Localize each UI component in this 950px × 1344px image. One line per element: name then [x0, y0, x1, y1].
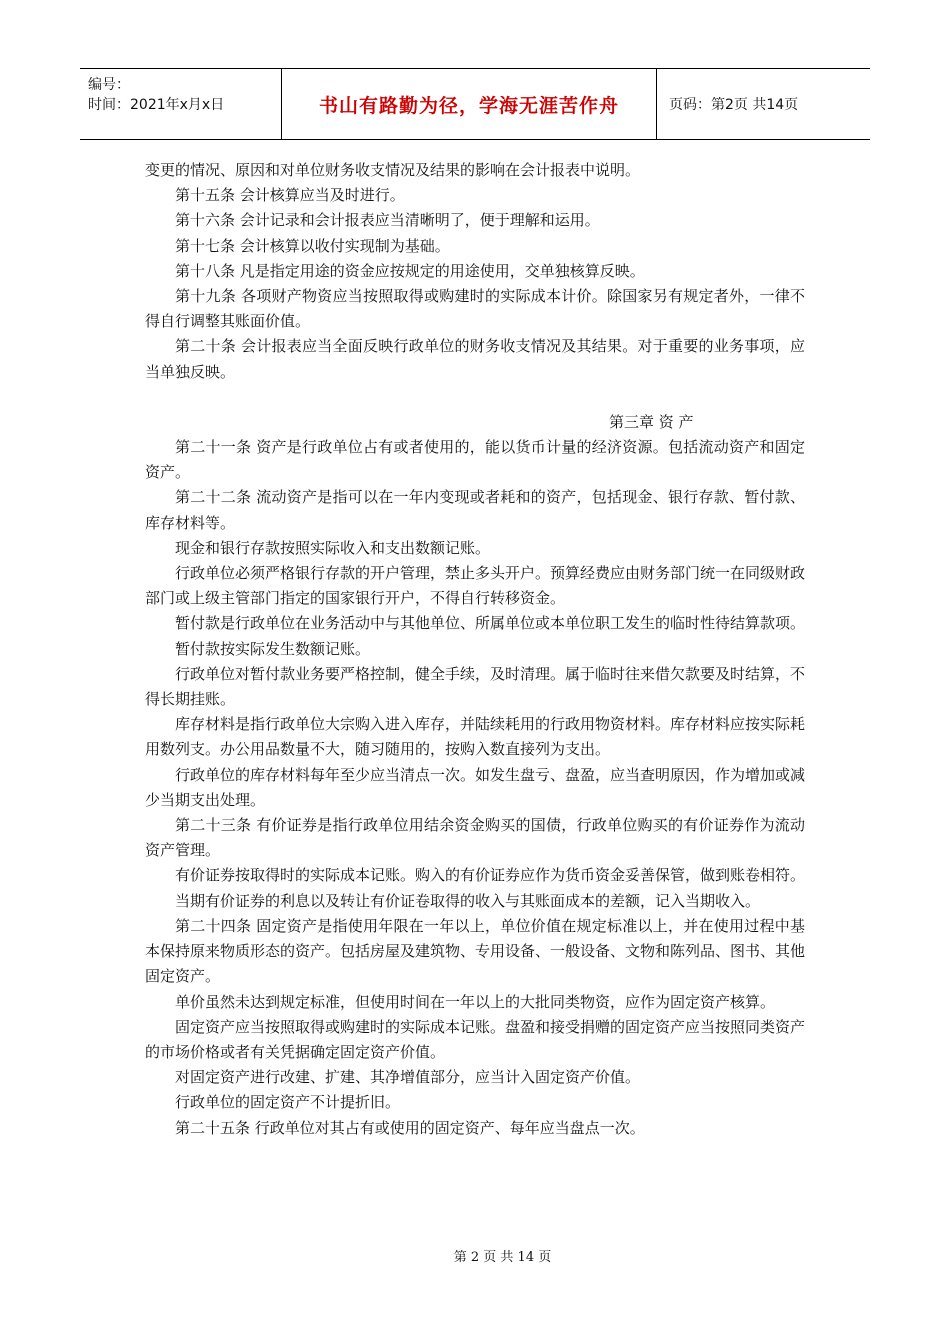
- document-body: [145, 158, 805, 1141]
- paragraph: 第十七条 会计核算以收付实现制为基础。: [175, 236, 450, 255]
- paragraph: 第二十二条 流动资产是指可以在一年内变现或者耗和的资产，包括现金、银行存款、暂付款、库存材料等。: [145, 488, 805, 532]
- chapter-heading: 第三章 资 产: [609, 412, 694, 431]
- paragraph: 第二十五条 行政单位对其占有或使用的固定资产、每年应当盘点一次。: [175, 1118, 645, 1137]
- paragraph: 固定资产应当按照取得或购建时的实际成本记账。盘盈和接受捐赠的固定资产应当按照同类资产的市场价格或者有关凭据确定固定资产价值。: [145, 1017, 806, 1061]
- motto: 书山有路勤为径，学海无涯苦作舟: [282, 69, 657, 139]
- paragraph: 行政单位的固定资产不计提折旧。: [175, 1093, 401, 1112]
- paragraph: 第二十三条 有价证券是指行政单位用结余资金购买的国债，行政单位购买的有价证券作为流动资产管理。: [145, 816, 805, 860]
- paragraph: 变更的情况、原因和对单位财务收支情况及结果的影响在会计报表中说明。: [145, 161, 641, 179]
- paragraph: 单价虽然未达到规定标准，但使用时间在一年以上的大批同类物资，应作为固定资产核算。: [175, 992, 776, 1011]
- paragraph: 第十八条 凡是指定用途的资金应按规定的用途使用，交单独核算反映。: [175, 261, 645, 280]
- paragraph: 第十六条 会计记录和会计报表应当清晰明了，便于理解和运用。: [175, 211, 600, 230]
- date-label: 时间：2021年x月x日: [88, 97, 225, 113]
- paragraph: 暂付款按实际发生数额记账。: [175, 639, 371, 658]
- header-page-label: 页码：第2页 共14页: [669, 97, 799, 113]
- paragraph: 第十五条 会计核算应当及时进行。: [175, 186, 405, 205]
- paragraph: 第二十条 会计报表应当全面反映行政单位的财务收支情况及其结果。对于重要的业务事项，应当单独反映。: [145, 337, 805, 381]
- paragraph: 行政单位对暂付款业务要严格控制，健全手续，及时清理。属于临时往来借欠款要及时结算，不得长期挂账。: [145, 664, 806, 709]
- code-label: 编号：: [88, 77, 130, 93]
- paragraph: 当期有价证券的利息以及转让有价证卷取得的收入与其账面成本的差额，记入当期收入。: [175, 891, 761, 910]
- paragraph: 第二十一条 资产是行政单位占有或者使用的，能以货币计量的经济资源。包括流动资产和固定资产。: [145, 438, 805, 482]
- paragraph: 现金和银行存款按照实际收入和支出数额记账。: [175, 538, 491, 557]
- paragraph: 第二十四条 固定资产是指使用年限在一年以上，单位价值在规定标准以上，并在使用过程中基本保持原来物质形态的资产。包括房屋及建筑物、专用设备、一般设备、文物和陈列品、图书、其他固定资产。: [145, 916, 806, 986]
- header-info-cell: [80, 69, 282, 139]
- paragraph: 第十九条 各项财产物资应当按照取得或购建时的实际成本计价。除国家另有规定者外，一律不得自行调整其账面价值。: [145, 287, 805, 331]
- paragraph: 有价证券按取得时的实际成本记账。购入的有价证券应作为货币资金妥善保管，做到账卷相符。: [175, 866, 806, 885]
- paragraph: 行政单位的库存材料每年至少应当清点一次。如发生盘亏、盘盈，应当查明原因，作为增加或减少当期支出处理。: [145, 765, 806, 809]
- page-footer: 第 2 页 共 14 页: [453, 1250, 552, 1265]
- paragraph-gap: [145, 385, 805, 410]
- paragraph: 库存材料是指行政单位大宗购入进入库存，并陆续耗用的行政用物资材料。库存材料应按实际耗用数列支。办公用品数量不大，随习随用的，按购入数直接列为支出。: [145, 715, 806, 759]
- paragraph: 对固定资产进行改建、扩建、其净增值部分，应当计入固定资产价值。: [175, 1068, 641, 1087]
- paragraph: 暂付款是行政单位在业务活动中与其他单位、所属单位或本单位职工发生的临时性待结算款项。: [175, 614, 806, 633]
- paragraph: 行政单位必须严格银行存款的开户管理，禁止多头开户。预算经费应由财务部门统一在同级财政部门或上级主管部门指定的国家银行开户，不得自行转移资金。: [145, 564, 806, 608]
- page-header: [80, 68, 870, 140]
